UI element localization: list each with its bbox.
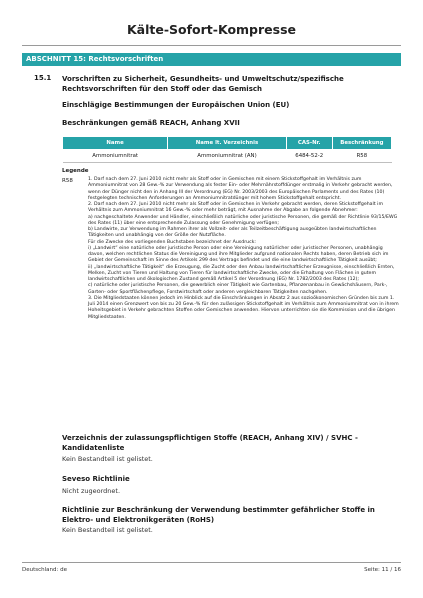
seveso-text: Nicht zugeordnet.: [62, 487, 121, 495]
legend-paragraph: 3. Die Mitgliedstaaten können jedoch im Hinblick auf die Einschränkungen in Absatz 2 aus sozioökonomischen Gründen bis zum 1. Juli 2014 einen Grenzwert von bis zu 20 Gew.-% für den zulässigen Stickstoffgehalt im Verhältnis zum Ammoniumnitrat von in ihrem Hoheitsgebiet in Verkehr gebrachten Stoffen oder Gemischen anwenden. Hiervon unterrichten sie die Kommission und die übrigen Mitgliedstaaten.: [88, 295, 399, 320]
title-divider: [22, 45, 401, 46]
subsection-title: Vorschriften zu Sicherheit, Gesundheits- und Umweltschutz/spezifische Rechtsvorschriften für den Stoff oder das Gemisch: [62, 75, 344, 93]
legend-paragraph: 2. Darf nach dem 27. Juni 2010 nicht mehr als Stoff oder in Gemischen in Verkehr gebracht werden, deren Stickstoffgehalt im Verhältnis zum Ammoniumnitrat 16 Gew.-% oder mehr beträgt, mit Ausnahme der Abgabe an folgende Abnehmer:: [88, 202, 384, 214]
legend-text: [88, 177, 400, 321]
subsection-number: 15.1: [34, 74, 52, 82]
eu-heading: Einschlägige Bestimmungen der Europäischen Union (EU): [62, 101, 290, 109]
section-header-bar: ABSCHNITT 15: Rechtsvorschriften: [22, 53, 401, 66]
footer-page-number: Seite: 11 / 16: [364, 567, 401, 573]
column-header-cas: CAS-Nr.: [286, 137, 332, 150]
footer-country: Deutschland: de: [22, 567, 67, 573]
legend-paragraph: a) nachgeschaltete Anwender und Händler, einschließlich natürliche oder juristische Personen, die gemäß der Richtlinie 93/15/EWG des Rates (11) über eine entsprechende Zulassung oder Genehmigung verfügen;: [88, 214, 398, 226]
column-header-listed-name: Name lt. Verzeichnis: [168, 137, 286, 150]
svhc-text: Kein Bestandteil ist gelistet.: [62, 455, 153, 463]
column-header-name: Name: [63, 137, 168, 150]
rohs-heading: Richtlinie zur Beschränkung der Verwendung bestimmter gefährlicher Stoffe in Elektro- und Elektronikgeräten (RoHS): [62, 506, 375, 524]
legend-label: Legende: [62, 168, 89, 174]
column-header-restriction: Beschränkung: [332, 137, 391, 150]
svhc-heading: Verzeichnis der zulassungspflichtigen Stoffe (REACH, Anhang XIV) / SVHC - Kandidatenliste: [62, 434, 358, 452]
legend-paragraph: 1. Darf nach dem 27. Juni 2010 nicht mehr als Stoff oder in Gemischen mit einem Stickstoffgehalt im Verhältnis zum Ammoniumnitrat von 28 Gew.-% zur Verwendung als fester Ein- oder Mehrnährstoffdünger erstmalig in Verkehr gebracht werden, wenn der Dünger nicht den in Anhang III der Verordnung (EG) Nr. 2003/2003 des Europäischen Parlaments und des Rates (10) festgelegten technischen Anforderungen an Ammoniumnitratdünger mit hohem Stickstoffgehalt entspricht.: [88, 177, 393, 201]
legend-paragraph: b) Landwirte, zur Verwendung im Rahmen ihrer als Vollzeit- oder als Teilzeitbeschäftigung ausgeübten landwirtschaftlichen Tätigkeiten und unabhängig von der Größe der Nutzfläche.: [88, 227, 377, 239]
cell-restriction: R58: [332, 150, 391, 163]
cell-cas: 6484-52-2: [286, 150, 332, 163]
reach-heading: Beschränkungen gemäß REACH, Anhang XVII: [62, 119, 240, 127]
legend-code: R58: [62, 178, 73, 184]
footer-divider: [22, 562, 401, 563]
legend-paragraph: c) natürliche oder juristische Personen, die gewerblich einer Tätigkeit wie Gartenbau, Pflanzenanbau in Gewächshäusern, Park-, Garten- oder Sportflächenpflege, Forstwirtschaft oder anderen vergleichbaren Tätigkeiten nachgehen.: [88, 283, 388, 295]
legend-paragraph: i) „Landwirt“ eine natürliche oder juristische Person oder eine Vereinigung natürlicher oder juristischer Personen, unabhängig davon, welchen rechtlichen Status die Vereinigung und ihre Mitglieder aufgrund nationalen Rechts haben, deren Betrieb sich im Gebiet der Gemeinschaft im Sinne des Artikels 299 des Vertrags befindet und die eine landwirtschaftliche Tätigkeit ausübt;: [88, 245, 389, 264]
legend-paragraph: Für die Zwecke des vorliegenden Buchstaben bezeichnet der Ausdruck:: [88, 239, 256, 245]
legend-paragraph: ii) „landwirtschaftliche Tätigkeit“ die Erzeugung, die Zucht oder den Anbau landwirtschaftlicher Erzeugnisse, einschließlich Ernten, Melken, Zucht von Tieren und Haltung von Tieren für landwirtschaftliche Zwecke, oder die Erhaltung von Flächen in gutem landwirtschaftlichen und ökologischen Zustand gemäß Artikel 5 der Verordnung (EG) Nr. 1782/2003 des Rates (12);: [88, 264, 395, 282]
document-title: Kälte-Sofort-Kompresse: [126, 22, 297, 37]
seveso-heading: Seveso Richtlinie: [62, 475, 130, 483]
rohs-text: Kein Bestandteil ist gelistet.: [62, 526, 153, 534]
cell-name: Ammoniumnitrat: [63, 150, 168, 163]
table-header-row: [63, 137, 392, 150]
cell-listed-name: Ammoniumnitrat (AN): [168, 150, 286, 163]
reach-restrictions-table: [62, 136, 392, 163]
table-row: [63, 150, 392, 163]
